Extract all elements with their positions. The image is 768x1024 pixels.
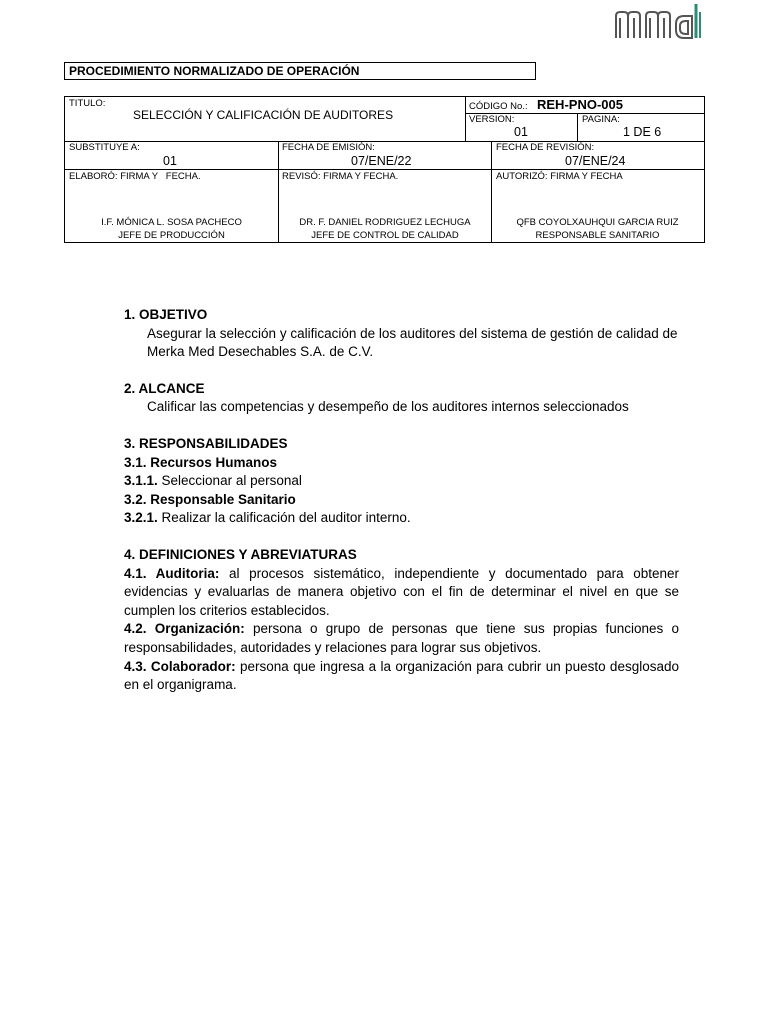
section-alcance-text: Calificar las competencias y desempeño de los auditores internos seleccionados [147,399,629,415]
reviso-label: REVISÓ: FIRMA Y FECHA. [282,171,399,182]
procedure-title: PROCEDIMIENTO NORMALIZADO DE OPERACIÓN [69,64,360,78]
emision-value: 07/ENE/22 [351,154,412,168]
company-logo [614,2,712,42]
reviso-role: JEFE DE CONTROL DE CALIDAD [311,230,459,241]
elaboro-name: I.F. MÓNICA L. SOSA PACHECO [101,217,242,228]
titulo-value: SELECCIÓN Y CALIFICACIÓN DE AUDITORES [133,108,394,122]
reviso-signature [279,216,491,242]
titulo-label: TITULO: [69,98,106,109]
elaboro-label: ELABORÓ: FIRMA Y FECHA. [69,171,201,182]
substituye-cell [65,142,279,170]
procedure-title-box [64,62,536,80]
codigo-label: CÓDIGO No.: [469,101,528,112]
section-alcance-title: 2. ALCANCE [124,380,205,396]
item-3-2-1-text: Realizar la calificación del auditor interno. [157,510,411,526]
section-responsabilidades-title: 3. RESPONSABILIDADES [124,435,288,451]
section-objetivo-text: Asegurar la selección y calificación de los auditores del sistema de gestión de calidad de Merka Med Desechables S.A. de C.V. [147,325,678,360]
definition-colaborador-term: 4.3. Colaborador: [124,658,236,674]
subsection-recursos-humanos: 3.1. Recursos Humanos [124,454,278,470]
version-label: VERSION: [469,114,515,125]
pagina-label: PAGINA: [582,114,620,125]
document-body [124,306,679,695]
item-3-2-1-number: 3.2.1. [124,510,158,526]
definition-auditoria-term: 4.1. Auditoria: [124,565,220,581]
elaboro-cell [65,170,279,242]
autorizo-signature [492,216,703,242]
autorizo-name: QFB COYOLXAUHQUI GARCIA RUIZ [516,217,679,228]
definition-organizacion [124,620,679,657]
item-3-1-1 [124,472,679,491]
revision-cell [492,142,705,170]
subsection-responsable-sanitario: 3.2. Responsable Sanitario [124,491,296,507]
elaboro-role: JEFE DE PRODUCCIÓN [118,230,225,241]
elaboro-signature [65,216,278,242]
revision-value: 07/ENE/24 [565,154,626,168]
version-cell [466,114,578,142]
reviso-cell [279,170,492,242]
titulo-cell [65,97,466,142]
definition-colaborador-text: persona que ingresa a la organización para cubrir un puesto desglosado en el organigrama. [124,658,679,693]
pagina-value: 1 DE 6 [623,125,662,139]
definition-organizacion-term: 4.2. Organización: [124,621,245,637]
emision-cell [279,142,492,170]
revision-label: FECHA DE REVISIÓN: [496,142,595,153]
reviso-name: DR. F. DANIEL RODRIGUEZ LECHUGA [299,217,471,228]
version-value: 01 [514,125,528,139]
definition-auditoria [124,565,679,621]
item-3-2-1 [124,509,679,528]
item-3-1-1-text: Seleccionar al personal [157,473,302,489]
codigo-value: REH-PNO-005 [537,97,623,112]
definition-auditoria-text: al procesos sistemático, independiente y documentado para obtener evidencias y evaluarlas de manera objetivo con el fin de determinar el nivel en que se cumplen los criterios establecidos. [124,565,679,618]
definition-colaborador [124,658,679,695]
codigo-cell [466,97,705,114]
autorizo-role: RESPONSABLE SANITARIO [535,230,660,241]
autorizo-cell [492,170,705,242]
substituye-value: 01 [163,154,177,168]
autorizo-label: AUTORIZÓ: FIRMA Y FECHA [496,171,623,182]
substituye-label: SUBSTITUYE A: [69,142,140,153]
emision-label: FECHA DE EMISIÓN: [282,142,375,153]
section-definiciones-title: 4. DEFINICIONES Y ABREVIATURAS [124,546,357,562]
pagina-cell [578,114,705,142]
section-objetivo-title: 1. OBJETIVO [124,307,208,322]
document-header-table [64,96,705,243]
item-3-1-1-number: 3.1.1. [124,473,158,489]
definition-organizacion-text: persona o grupo de personas que tiene sus propias funciones o responsabilidades, autoridades y relaciones para lograr sus objetivos. [124,621,680,655]
